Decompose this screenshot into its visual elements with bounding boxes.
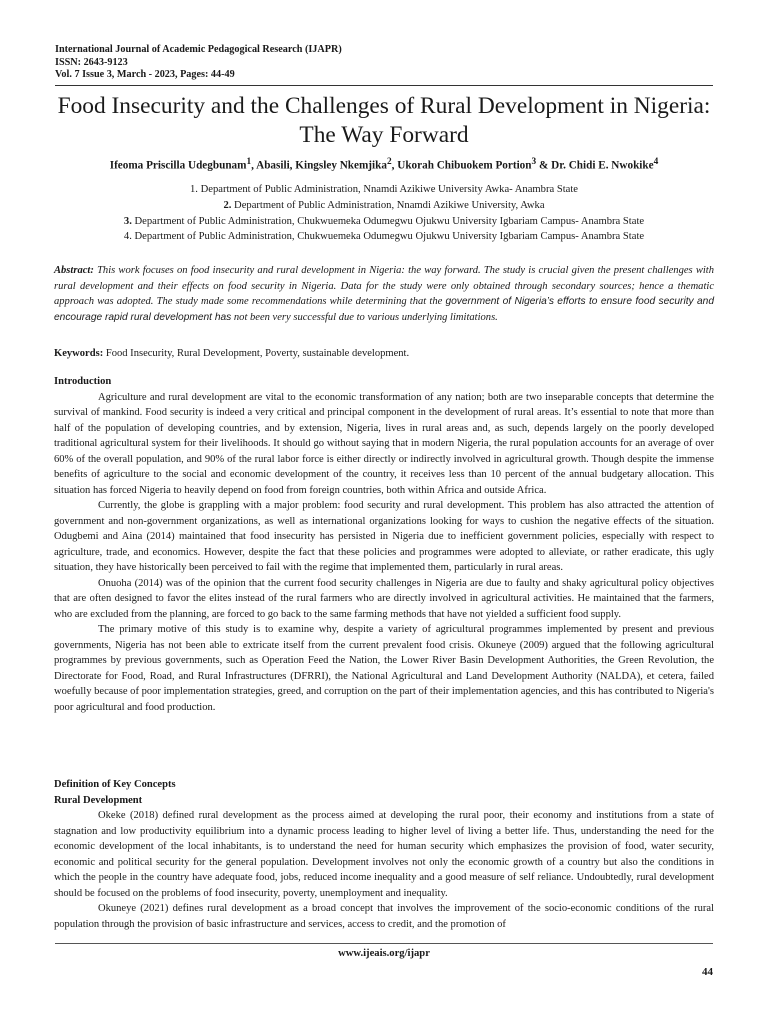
affiliation-text: Department of Public Administration, Chukwuemeka Odumegwu Ojukwu University Igbariam Campus- Anambra State	[134, 215, 645, 227]
section-heading: Definition of Key Concepts	[54, 779, 176, 790]
affiliation-text: Department of Public Administration, Chukwuemeka Odumegwu Ojukwu University Igbariam Campus- Anambra State	[134, 231, 645, 243]
affiliation	[40, 198, 728, 214]
author-name: Ifeoma Priscilla Udegbunam	[109, 159, 247, 172]
keywords-text: Food Insecurity, Rural Development, Poverty, sustainable development.	[105, 348, 410, 359]
journal-name: International Journal of Academic Pedagogical Research (IJAPR)	[55, 44, 342, 55]
affiliation-text: Department of Public Administration, Nnamdi Azikiwe University Awka- Anambra State	[200, 184, 578, 195]
definitions-section	[54, 777, 714, 932]
affiliations	[40, 182, 728, 245]
paragraph: Currently, the globe is grappling with a major problem: food security and rural development. This problem has also attracted the attention of government and non-government organizations, as well as international organizations looking for ways to cushion the negative effects of the situation. Odugbemi and Aina (2014) maintained that food insecurity has persisted in Nigeria due to inefficient government policies, especially with respect to agriculture, trade, and economics. However, despite the fact that these policies and programmes were adopted to alleviate, or rather eradicate, this ugly situation, they have historically been perceived to fail with the regime that implemented them, particularly in rural areas.	[54, 500, 714, 573]
affiliation	[40, 182, 728, 198]
author-separator: &	[536, 159, 552, 172]
paragraph: Okuneye (2021) defines rural development as a broad concept that involves the improvement of the socio-economic conditions of the rural population through the provision of basic infrastructure and services, access to credit, and the promotion of	[54, 903, 714, 930]
author-affiliation-number: 3	[531, 157, 537, 167]
page-number: 44	[702, 966, 713, 978]
abstract	[54, 263, 714, 325]
journal-issn: ISSN: 2643-9123	[55, 56, 128, 68]
author-affiliation-number: 1	[246, 157, 252, 167]
affiliation-number: 4.	[123, 231, 132, 243]
author-list	[30, 157, 738, 172]
paragraph: Okeke (2018) defined rural development as the process aimed at developing the rural poor, their economy and institutions from a state of stagnation and low productivity equilibrium into a dynamic process leading to higher level of living a better life. Thus, understanding the need for the economic development of the local inhabitants, is to understand the need for human security which emphasizes the provision of food, water security, economic and political security for the general population. Development involves not only the economic growth of a country but also the conditions in which the people in the country have adequate food, jobs, reduced income inequality and a good measure of self reliance. Undoubtedly, rural development should be focused on the problems of food insecurity, poverty, unemployment and inequality.	[54, 810, 714, 899]
journal-header	[55, 44, 342, 82]
author-separator: ,	[391, 159, 398, 172]
paragraph: Onuoha (2014) was of the opinion that the current food security challenges in Nigeria are due to faulty and shaky agricultural policy objectives that are often designed to favor the elites instead of the rural farmers who are directly involved in agricultural activities. He maintained that the farmers, who are excluded from the planning, are forced to go back to the same farming methods that have not yielded a sufficient food supply.	[54, 577, 714, 620]
header-rule	[55, 85, 713, 86]
journal-volume: Vol. 7 Issue 3, March - 2023, Pages: 44-49	[55, 69, 235, 81]
author-name: Abasili, Kingsley Nkemjika	[256, 159, 387, 172]
author-separator: ,	[251, 159, 257, 172]
abstract-text: This work focuses on food insecurity and rural development in Nigeria: the way forward. The study is crucial given the present challenges with rural development and their effects on food security in Nigeria. Data for the study were only obtained through secondary sources; hence a thematic approach was adopted. The study made some recommendations while determining that the	[54, 265, 715, 307]
author-affiliation-number: 4	[653, 157, 659, 167]
abstract-text-highlight: government of Nigeria’s efforts to ensure food security and encourage rapid rural development has	[54, 296, 715, 323]
affiliation-text: Department of Public Administration, Nnamdi Azikiwe University, Awka	[234, 199, 545, 211]
affiliation-number: 2.	[223, 199, 232, 211]
paragraph: Agriculture and rural development are vital to the economic transformation of any nation; both are two inseparable concepts that determine the survival of mankind. Food security is indeed a very critical and principal component in the development of rural areas. It’s essential to note that more than half of the population of developing countries, and by extension, Nigeria, lives in rural areas and, as such, depends largely on the poorly developed traditional agricultural system for their livelihoods. It should go without saying that in modern Nigeria, the rural population accounts for an average of over 60% of the overall population, and 90% of the rural labor force is either directly or indirectly involved in agricultural growth. Though despite the immense benefits of agriculture to the social and economic development of the country, it receives less than 10 percent of the annual budgetary allocation. This situation has forced Nigeria to heavily depend on food from foreign countries, both within Africa and outside Africa.	[54, 391, 714, 496]
abstract-text-end: not been very successful due to various underlying limitations.	[231, 311, 498, 323]
introduction-section	[54, 374, 714, 715]
keywords-label: Keywords:	[54, 348, 104, 359]
affiliation	[40, 229, 728, 245]
affiliation	[40, 214, 728, 230]
subsection-heading: Rural Development	[54, 794, 143, 806]
section-heading: Introduction	[54, 376, 112, 387]
abstract-label: Abstract:	[54, 265, 94, 276]
keywords	[54, 346, 714, 362]
author-affiliation-number: 2	[386, 157, 392, 167]
author-name: Ukorah Chibuokem Portion	[397, 159, 532, 172]
paper-title: Food Insecurity and the Challenges of Rural Development in Nigeria: The Way Forward	[57, 93, 711, 148]
paragraph: The primary motive of this study is to examine why, despite a variety of agricultural programmes implemented by present and previous governments, Nigeria has not been able to extricate itself from the current prevalent food crisis. Okuneye (2009) argued that the following agricultural programmes by previous governments, such as Operation Feed the Nation, the Lower River Basin Development Authorities, the Green Revolution, the Directorate for Food, Road, and Rural Infrastructures (DFRRI), the National Agricultural and Land Development Authority (NALDA), et cetera, failed woefully because of poor implementation strategies, greed, and corruption on the part of their implementation agencies, and this has contributed to Nigeria's poor agricultural and food production.	[54, 624, 714, 713]
affiliation-number: 1.	[190, 184, 198, 195]
author-name: Dr. Chidi E. Nwokike	[551, 159, 654, 172]
affiliation-number: 3.	[123, 215, 132, 227]
footer-rule	[55, 943, 713, 944]
footer-url[interactable]: www.ijeais.org/ijapr	[338, 948, 430, 959]
